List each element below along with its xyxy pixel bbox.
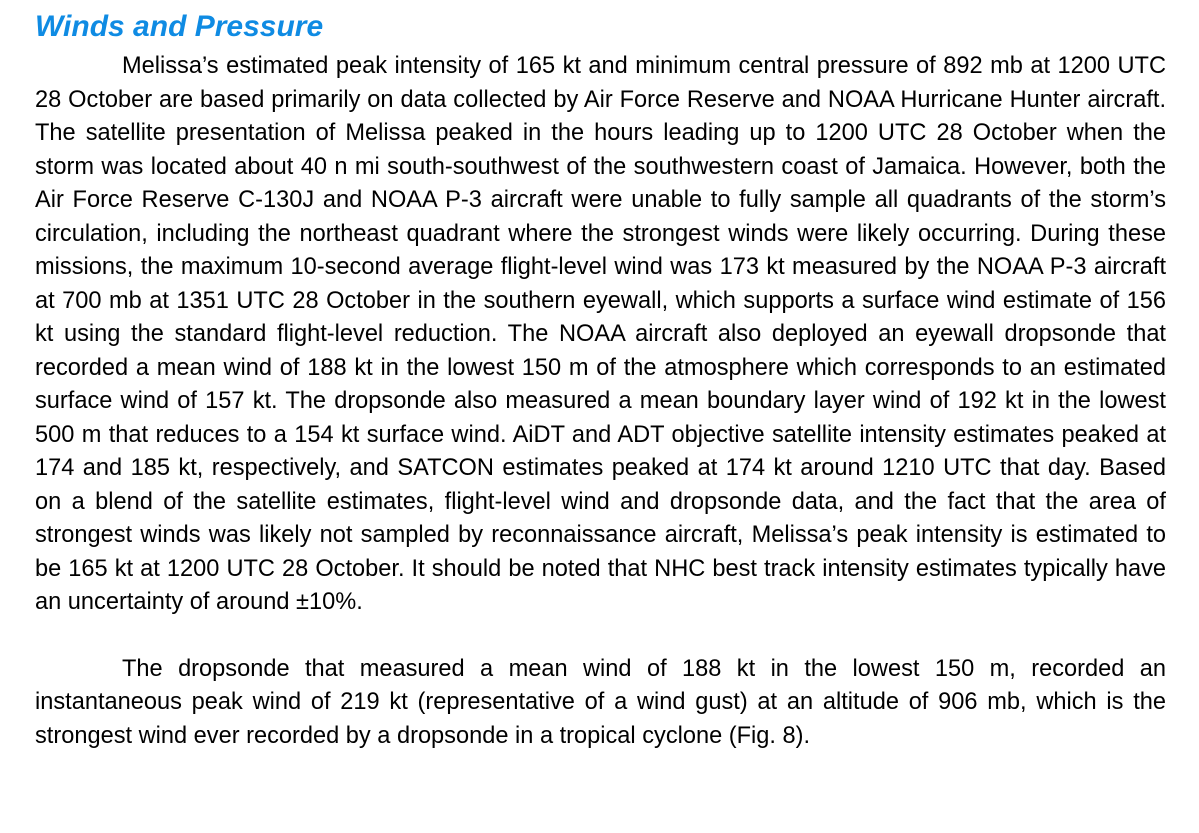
section-heading: Winds and Pressure [35, 10, 324, 43]
body-paragraph-peak-intensity: Melissa’s estimated peak intensity of 165 kt and minimum central pressure of 892 mb at 1200 UTC 28 October are based primarily on data collected by Air Force Reserve and NOAA Hurricane Hunter aircraft. The satellite presentation of Melissa peaked in the hours leading up to 1200 UTC 28 October when the storm was located about 40 n mi south-southwest of the southwestern coast of Jamaica. However, both the Air Force Reserve C-130J and NOAA P-3 aircraft were unable to fully sample all quadrants of the storm’s circulation, including the northeast quadrant where the strongest winds were likely occurring. During these missions, the maximum 10-second average flight-level wind was 173 kt measured by the NOAA P-3 aircraft at 700 mb at 1351 UTC 28 October in the southern eyewall, which supports a surface wind estimate of 156 kt using the standard flight-level reduction. The NOAA aircraft also deployed an eyewall dropsonde that recorded a mean wind of 188 kt in the lowest 150 m of the atmosphere which corresponds to an estimated surface wind of 157 kt. The dropsonde also measured a mean boundary layer wind of 192 kt in the lowest 500 m that reduces to a 154 kt surface wind. AiDT and ADT objective satellite intensity estimates peaked at 174 and 185 kt, respectively, and SATCON estimates peaked at 174 kt around 1210 UTC that day. Based on a blend of the satellite estimates, flight-level wind and dropsonde data, and the fact that the area of strongest winds was likely not sampled by reconnaissance aircraft, Melissa’s peak intensity is estimated to be 165 kt at 1200 UTC 28 October. It should be noted that NHC best track intensity estimates typically have an uncertainty of around ±10%. [35, 53, 1166, 615]
document-page [35, 0, 1166, 753]
body-paragraph-dropsonde-record: The dropsonde that measured a mean wind of 188 kt in the lowest 150 m, recorded an instantaneous peak wind of 219 kt (representative of a wind gust) at an altitude of 906 mb, which is the strongest wind ever recorded by a dropsonde in a tropical cyclone (Fig. 8). [35, 655, 1166, 749]
